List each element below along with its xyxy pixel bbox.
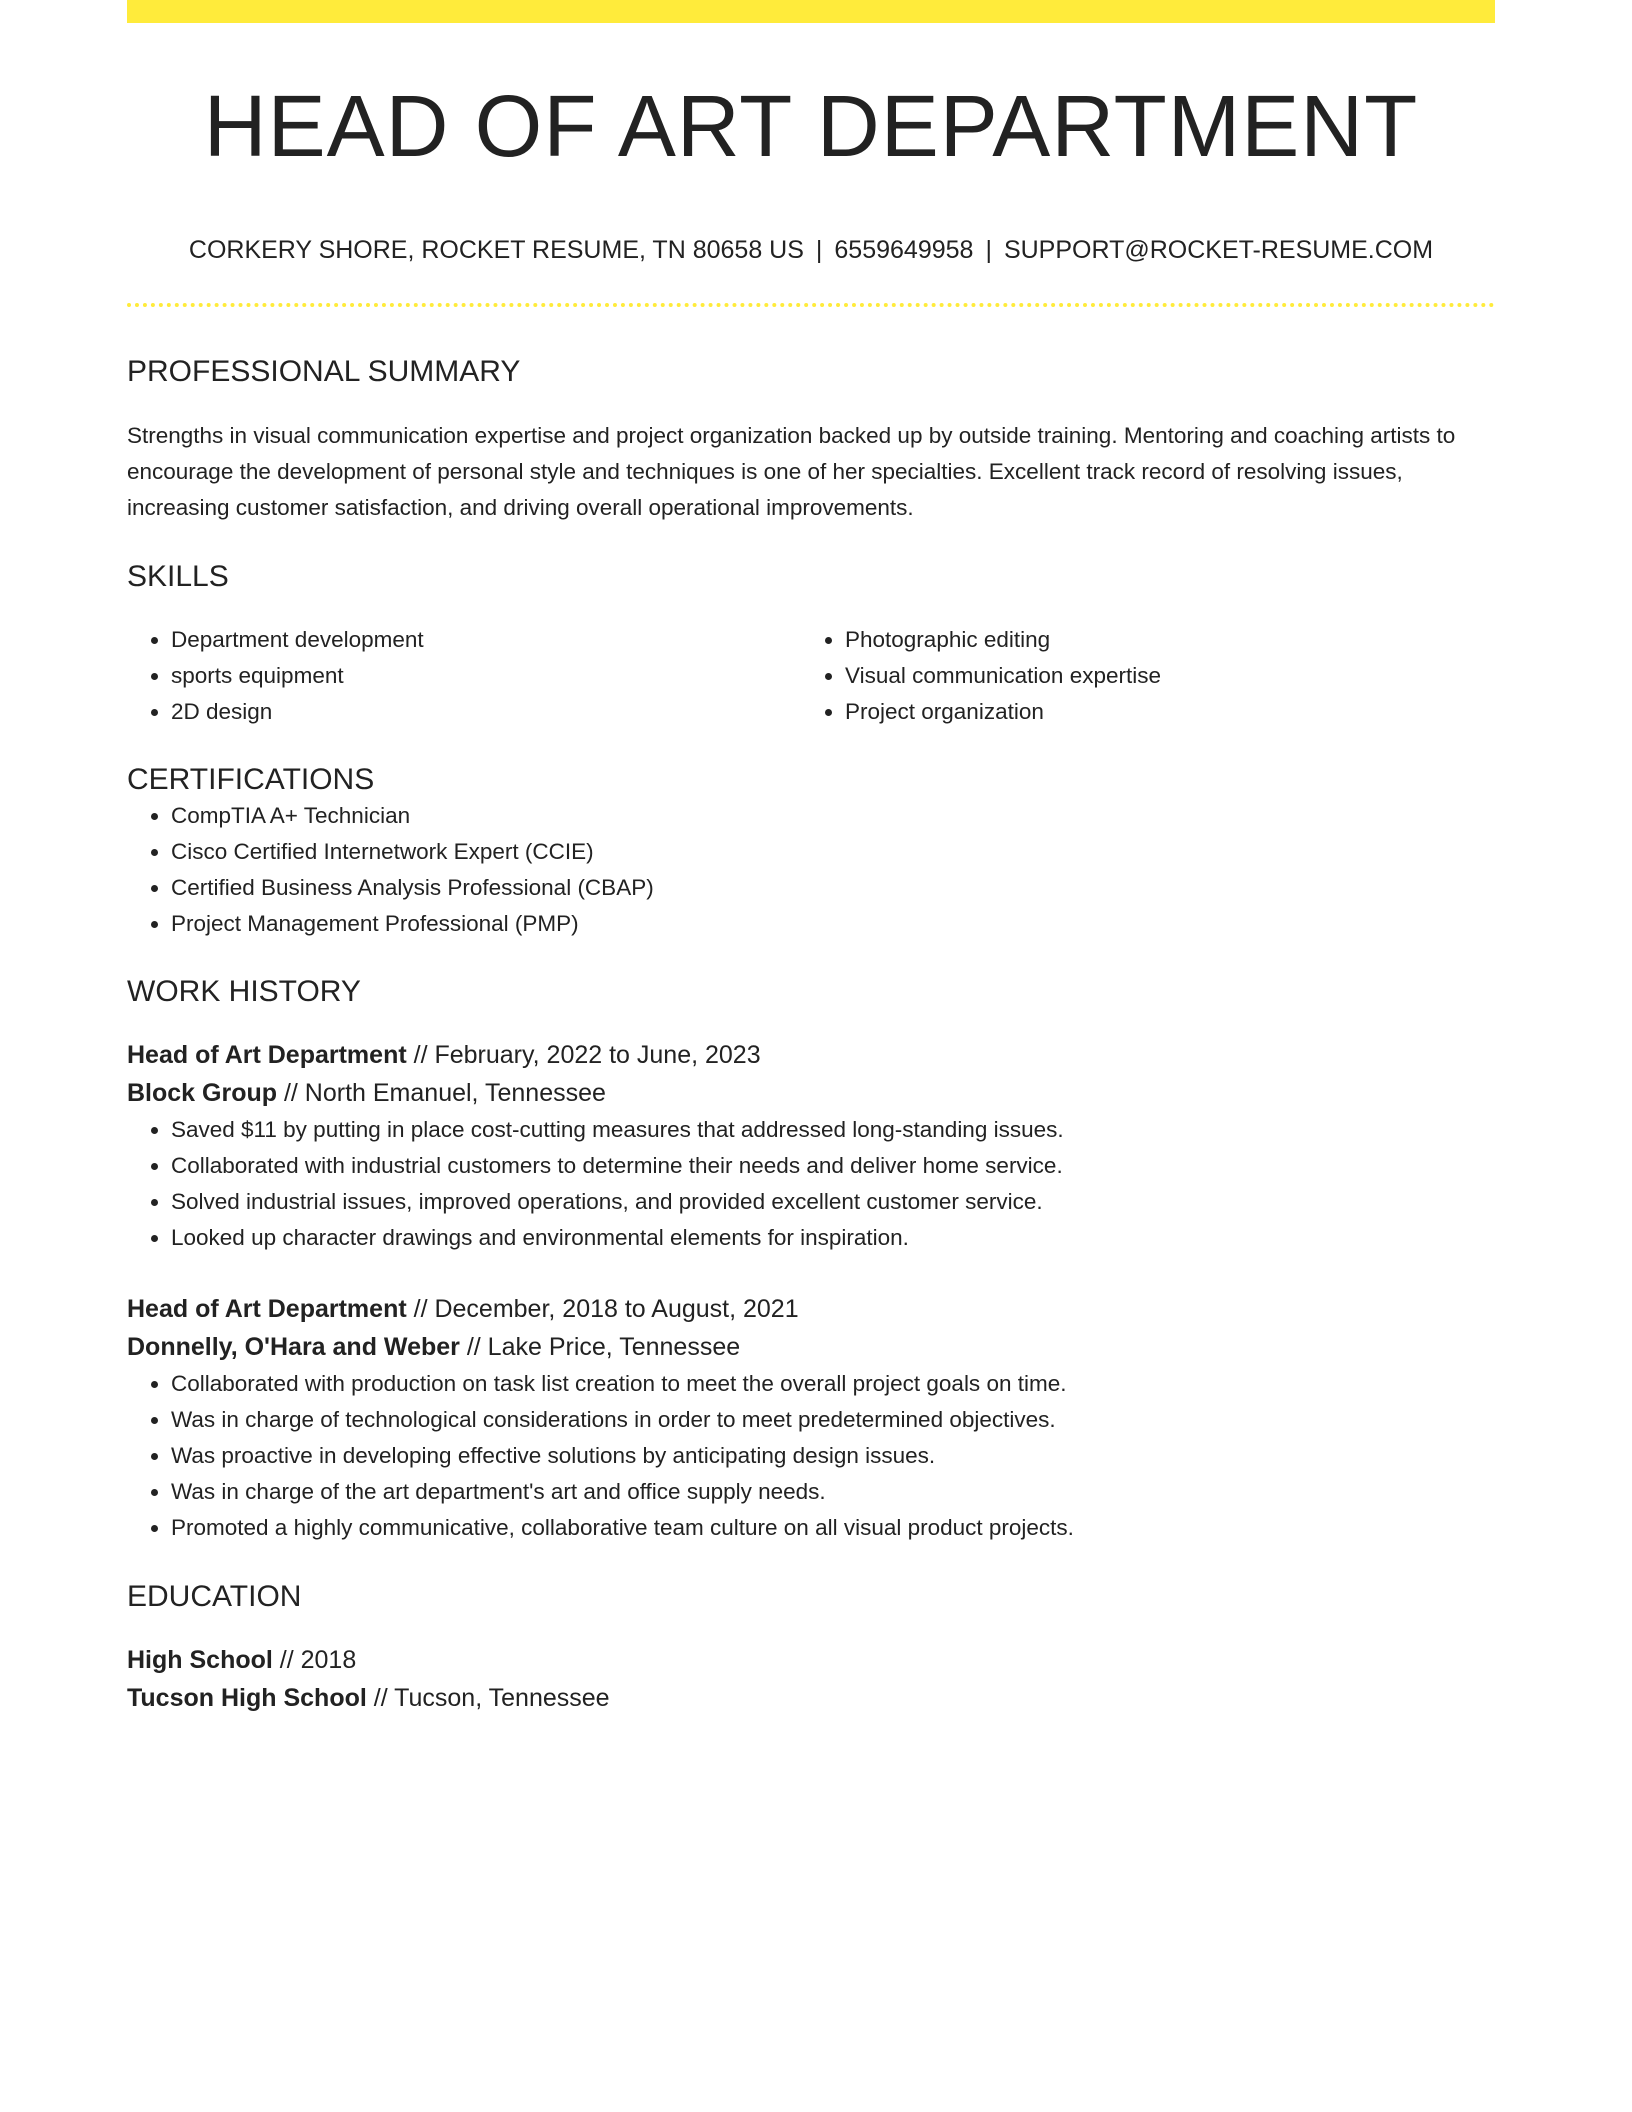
contact-separator: | [985,235,992,264]
skill-item: • Project organization [845,694,1475,730]
job-duty: • Promoted a highly communicative, collaborative team culture on all visual product projects. [171,1510,1495,1546]
contact-email: SUPPORT@ROCKET-RESUME.COM [1003,235,1434,264]
certification-item: • Cisco Certified Internetwork Expert (CCIE) [171,834,1495,870]
job-duty: • Collaborated with industrial customers to determine their needs and deliver home service. [171,1148,1495,1184]
job-company-line [127,1074,1495,1112]
skill-item: • Photographic editing [845,622,1475,658]
education-school: Tucson High School [127,1683,367,1712]
job-location: // Lake Price, Tennessee [466,1332,741,1361]
skill-item: • 2D design [171,694,801,730]
skills-list-left [127,622,801,730]
certifications-list [127,798,1495,942]
contact-line [127,235,1495,265]
certifications-heading: CERTIFICATIONS [127,762,375,796]
job-title-line [127,1290,1495,1328]
job-role: Head of Art Department [127,1040,407,1069]
education-school-line [127,1679,1495,1717]
job-duties-list [127,1112,1495,1256]
education-degree: High School [127,1645,273,1674]
skills-column-right [801,622,1475,730]
skills-list-right [801,622,1475,730]
contact-phone: 6559649958 [834,235,974,264]
job-company: Donnelly, O'Hara and Weber [127,1332,460,1361]
summary-text: Strengths in visual communication expertise and project organization backed up by outside training. Mentoring and coaching artists to encourage the development of personal style and techniques is one of her specialties. Excellent track record of resolving issues, increasing customer satisfaction, and driving overall operational improvements. [127,422,1456,520]
job-company: Block Group [127,1078,278,1107]
job-duty: • Solved industrial issues, improved operations, and provided excellent customer service. [171,1184,1495,1220]
job-duties-list [127,1366,1495,1546]
job-entry [127,1290,1495,1546]
skills-column-left [127,622,801,730]
skill-item: • Visual communication expertise [845,658,1475,694]
education-location: // Tucson, Tennessee [373,1683,610,1712]
job-dates: // December, 2018 to August, 2021 [413,1294,799,1323]
job-duty: • Was proactive in developing effective solutions by anticipating design issues. [171,1438,1495,1474]
top-accent-bar [127,0,1495,23]
certification-item: • Certified Business Analysis Professional (CBAP) [171,870,1495,906]
job-company-line [127,1328,1495,1366]
work-history-heading: WORK HISTORY [127,974,361,1008]
job-duty: • Saved $11 by putting in place cost-cutting measures that addressed long-standing issues. [171,1112,1495,1148]
job-duty: • Was in charge of the art department's art and office supply needs. [171,1474,1495,1510]
contact-separator: | [815,235,823,264]
job-duty: • Looked up character drawings and environmental elements for inspiration. [171,1220,1495,1256]
job-duty: • Collaborated with production on task list creation to meet the overall project goals on time. [171,1366,1495,1402]
skill-item: • Department development [171,622,801,658]
education-degree-line [127,1641,1495,1679]
certification-item: • CompTIA A+ Technician [171,798,1495,834]
summary-heading: PROFESSIONAL SUMMARY [127,354,521,388]
skill-item: • sports equipment [171,658,801,694]
dotted-divider [127,303,1495,307]
job-location: // North Emanuel, Tennessee [283,1078,606,1107]
resume-name-title: HEAD OF ART DEPARTMENT [203,78,1419,175]
education-year: // 2018 [279,1645,357,1674]
resume-page [127,0,1495,1717]
education-heading: EDUCATION [127,1579,302,1613]
contact-address: CORKERY SHORE, ROCKET RESUME, TN 80658 US [188,235,804,264]
job-duty: • Was in charge of technological considerations in order to meet predetermined objectives. [171,1402,1495,1438]
job-entry [127,1036,1495,1256]
job-title-line [127,1036,1495,1074]
job-dates: // February, 2022 to June, 2023 [413,1040,761,1069]
certification-item: • Project Management Professional (PMP) [171,906,1495,942]
skills-heading: SKILLS [127,559,229,593]
job-role: Head of Art Department [127,1294,407,1323]
skills-grid [127,622,1495,730]
